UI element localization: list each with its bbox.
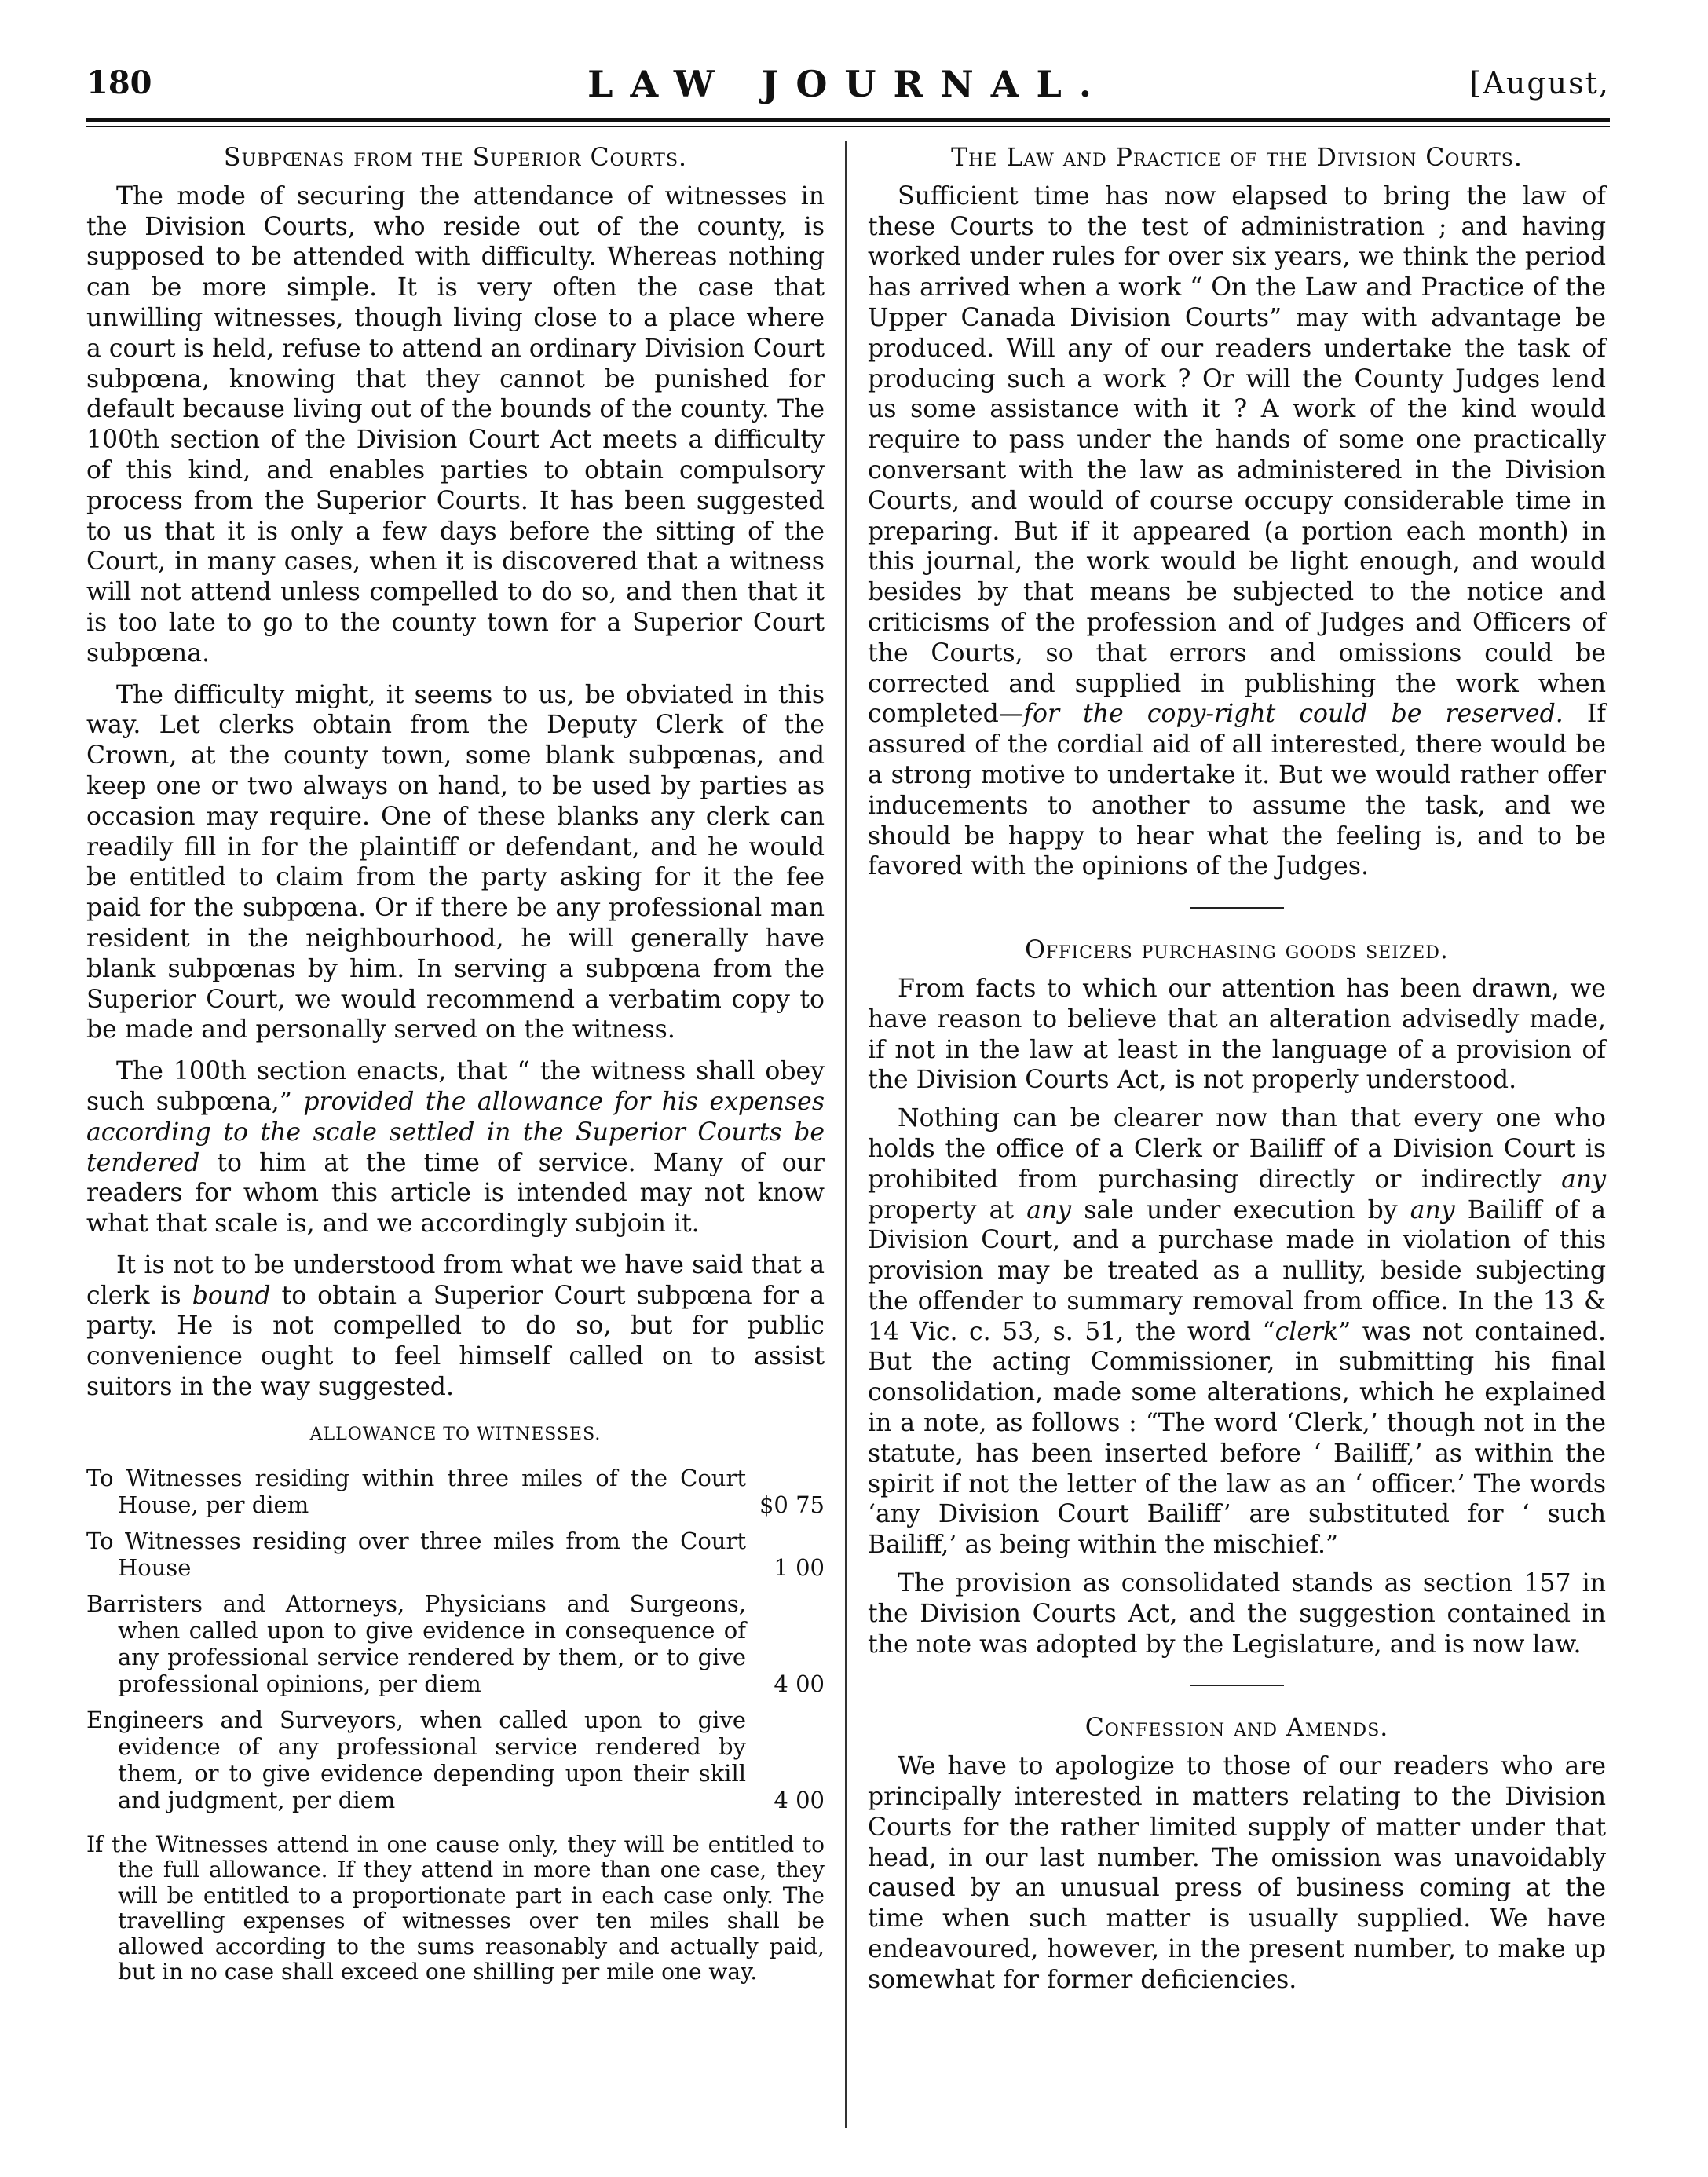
article-title: Confession and Amends.: [1084, 1714, 1389, 1743]
allowance-description: Barristers and Attorneys, Physicians and Surgeons, when called upon to give evidence in consequence of any professional service rendered by them, or to give professional opinions, per diem: [86, 1590, 746, 1697]
paragraph: We have to apologize to those of our readers who are principally interested in matters relating to the Division Courts for the rather limited supply of matter under that head, in our last number. The omission was unavoidably caused by an unusual press of business coming at the time when such matter is usually supplied. We have endeavoured, however, in the present number, to make up somewhat for former deficiencies.: [868, 1752, 1606, 1994]
text-run: ” was not contained. But the acting Commissioner, in submitting his final consolidation, made some alterations, which he explained in a note, as follows : “The word ‘Clerk,’ though not in the statute, has been inserted before ‘ Bailiff,’ as within the spirit if not the letter of the law as an ‘ officer.’ The words ‘any Division Court Bailiff’ are substituted for ‘ such Bailiff,’ as being within the mischief.”: [868, 1317, 1606, 1560]
article-title: Officers purchasing goods seized.: [1025, 936, 1449, 965]
journal-title: LAW JOURNAL.: [587, 63, 1109, 105]
section-separator: [1190, 1685, 1284, 1686]
article-subpoenas: [86, 143, 825, 1403]
section-separator: [1190, 907, 1284, 909]
text-run: If assured of the cordial aid of all interested, there would be a strong motive to undertake it. But we would rather offer inducements to another to assume the task, and we should be happy to hear what the feeling is, and to be favored with the opinions of the Judges.: [868, 700, 1606, 881]
table-row: [86, 1707, 825, 1823]
running-month: [August,: [1469, 66, 1610, 101]
text-run: The 100th section enacts, that “ the witness shall obey such subpœna,”: [86, 1057, 825, 1116]
article-law-practice: [868, 143, 1606, 882]
article-confession: [868, 1713, 1606, 1995]
allowance-note: If the Witnesses attend in one cause only, they will be entitled to the full allowance. If they attend in more than one case, they will be entitled to a proportionate part in each case only. The travelling expenses of witnesses over ten miles shall be allowed according to the sums reasonably and actually paid, but in no case shall exceed one shilling per mile one way.: [86, 1831, 825, 1985]
allowance-amount: 4 00: [774, 1670, 825, 1697]
article-officers: [868, 935, 1606, 1659]
italic-run: provided the allowance for his expenses according to the scale settled in the Superior Courts be tendered: [86, 1087, 825, 1177]
paragraph: [86, 1056, 825, 1239]
allowance-amount: $0 75: [759, 1491, 825, 1518]
italic-run: clerk: [1275, 1317, 1339, 1346]
column-divider: [845, 141, 847, 2128]
italic-run: any: [1561, 1165, 1606, 1194]
right-column: [868, 143, 1606, 2003]
allowance-table: [86, 1465, 825, 1823]
text-run: property at: [868, 1195, 1027, 1224]
paragraph: The mode of securing the attendance of witnesses in the Division Courts, who reside out of the county, is supposed to be attended with difficulty. Whereas nothing can be more simple. It is very often the case that unwilling witnesses, though living close to a place where a court is held, refuse to attend an ordinary Division Court subpœna, knowing that they cannot be punished for default because living out of the bounds of the county. The 100th section of the Division Court Act meets a difficulty of this kind, and enables parties to obtain compulsory process from the Superior Courts. It has been suggested to us that it is only a few days before the sitting of the Court, in many cases, when it is discovered that a witness will not attend unless compelled to do so, and then that it is too late to go to the county town for a Superior Court subpœna.: [86, 181, 825, 668]
italic-run: any: [1026, 1195, 1072, 1224]
paragraph: From facts to which our attention has been drawn, we have reason to believe that an alteration advisedly made, if not in the law at least in the language of a provision of the Division Courts Act, is not properly understood.: [868, 974, 1606, 1095]
text-run: Bailiff of a Division Court, and a purchase made in violation of this provision may be treated as a nullity, beside subjecting the offender to summary removal from office. In the 13 & 14 Vic. c. 53, s. 51, the word “: [868, 1195, 1606, 1346]
article-title: Subpœnas from the Superior Courts.: [223, 144, 688, 172]
allowance-title: ALLOWANCE TO WITNESSES.: [309, 1424, 602, 1444]
text-run: to him at the time of service. Many of our readers for whom this article is intended may not know what that scale is, and we accordingly subjoin it.: [86, 1148, 825, 1239]
left-column: [86, 143, 825, 1985]
italic-run: bound: [192, 1281, 271, 1310]
page-header: [86, 55, 1610, 118]
allowance-description: To Witnesses residing within three miles of the Court House, per diem: [86, 1464, 746, 1518]
table-row: [86, 1590, 825, 1707]
paragraph: [868, 1103, 1606, 1560]
text-run: Nothing can be clearer now than that every one who holds the office of a Clerk or Bailiff of a Division Court is prohibited from purchasing directly or indirectly: [868, 1104, 1606, 1194]
journal-page: [86, 55, 1610, 2136]
paragraph: The provision as consolidated stands as section 157 in the Division Courts Act, and the suggestion contained in the note was adopted by the Legislature, and is now law.: [868, 1569, 1606, 1659]
allowance-schedule: [86, 1420, 825, 1985]
header-rule-thick: [86, 118, 1610, 122]
table-row: [86, 1528, 825, 1590]
allowance-description: To Witnesses residing over three miles from the Court House: [86, 1527, 746, 1581]
allowance-description: Engineers and Surveyors, when called upon to give evidence of any professional service rendered by them, or to give evidence depending upon their skill and judgment, per diem: [86, 1706, 746, 1813]
italic-run: for the copy-right could be reserved.: [1023, 700, 1564, 729]
allowance-amount: 4 00: [774, 1786, 825, 1813]
paragraph: [86, 1250, 825, 1403]
italic-run: any: [1410, 1195, 1455, 1224]
allowance-amount: 1 00: [774, 1553, 825, 1581]
paragraph: [868, 181, 1606, 882]
text-run: sale under execution by: [1071, 1195, 1410, 1224]
article-title: The Law and Practice of the Division Courts.: [951, 144, 1523, 172]
text-run: Sufficient time has now elapsed to bring the law of these Courts to the test of administration ; and having worked under rules for over six years, we think the period has arrived when a work “ On the Law and Practice of the Upper Canada Division Courts” may with advantage be produced. Will any of our readers undertake the task of producing such a work ? Or will the County Judges lend us some assistance with it ? A work of the kind would require to pass under the hands of some one practically conversant with the law as administered in the Division Courts, and would of course occupy considerable time in preparing. But if it appeared (a portion each month) in this journal, the work would be light enough, and would besides by that means be subjected to the notice and criticisms of the profession and of Judges and Officers of the Courts, so that errors and omissions could be corrected and supplied in publishing the work when completed—: [868, 181, 1606, 729]
text-run: to obtain a Superior Court subpœna for a party. He is not compelled to do so, but for public convenience ought to feel himself called on to assist suitors in the way suggested.: [86, 1281, 825, 1402]
text-run: It is not to be understood from what we have said that a clerk is: [86, 1250, 825, 1310]
page-number: 180: [86, 64, 152, 101]
table-row: [86, 1465, 825, 1528]
header-rule-thin: [86, 126, 1610, 127]
paragraph: The difficulty might, it seems to us, be obviated in this way. Let clerks obtain from the Deputy Clerk of the Crown, at the county town, some blank subpœnas, and keep one or two always on hand, to be used by parties as occasion may require. One of these blanks any clerk can readily fill in for the plaintiff or defendant, and he would be entitled to claim from the party asking for it the fee paid for the subpœna. Or if there be any professional man resident in the neighbourhood, he will generally have blank subpœnas by him. In serving a subpœna from the Superior Court, we would recommend a verbatim copy to be made and personally served on the witness.: [86, 680, 825, 1045]
